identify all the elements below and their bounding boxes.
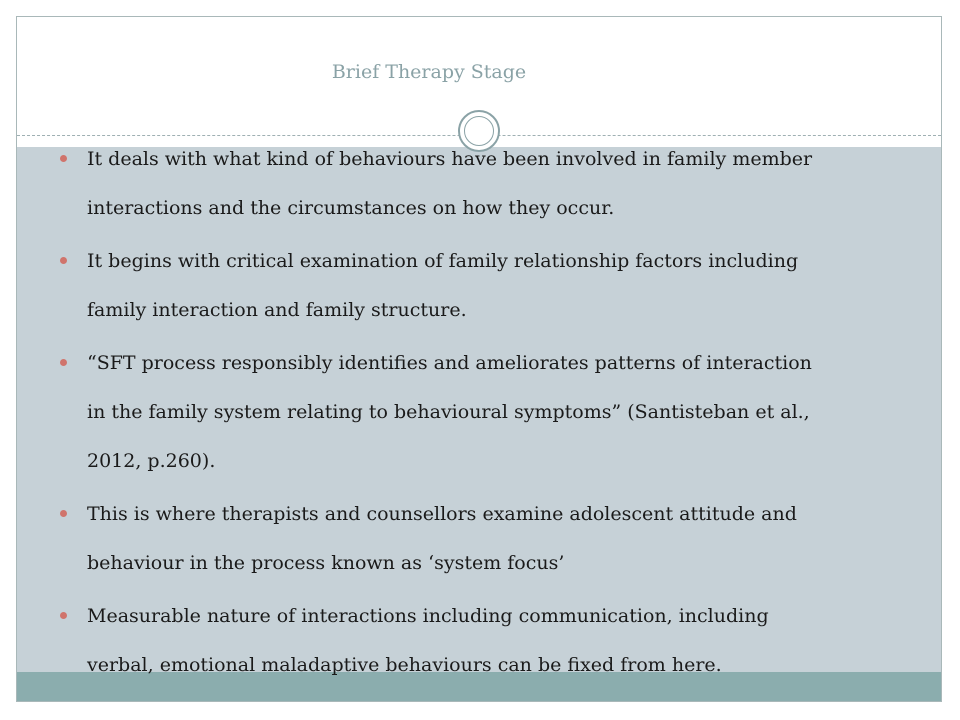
- bullet-text: This is where therapists and counsellors examine adolescent attitude and behaviour in the process known as ‘system focus’: [87, 503, 797, 574]
- slide: [16, 16, 942, 702]
- bullet-text: Measurable nature of interactions including communication, including verbal, emotional maladaptive behaviours can be fixed from here.: [87, 605, 769, 676]
- bullet-marker-icon: [60, 257, 67, 264]
- bullet-item: [57, 135, 817, 233]
- bullet-marker-icon: [60, 359, 67, 366]
- bullet-text: It deals with what kind of behaviours have been involved in family member interactions and the circumstances on how they occur.: [87, 148, 813, 219]
- bullet-marker-icon: [60, 155, 67, 162]
- bullet-marker-icon: [60, 612, 67, 619]
- bullet-list: [57, 135, 817, 694]
- bullet-item: [57, 339, 817, 486]
- bullet-text: “SFT process responsibly identifies and ameliorates patterns of interaction in the family system relating to behavioural symptoms” (Santisteban et al., 2012, p.260).: [87, 352, 812, 472]
- slide-title: Brief Therapy Stage: [331, 61, 527, 83]
- bullet-marker-icon: [60, 510, 67, 517]
- bullet-text: It begins with critical examination of family relationship factors including family interaction and family structure.: [87, 250, 799, 321]
- bullet-item: [57, 237, 817, 335]
- bullet-item: [57, 490, 817, 588]
- bullet-item: [57, 592, 817, 690]
